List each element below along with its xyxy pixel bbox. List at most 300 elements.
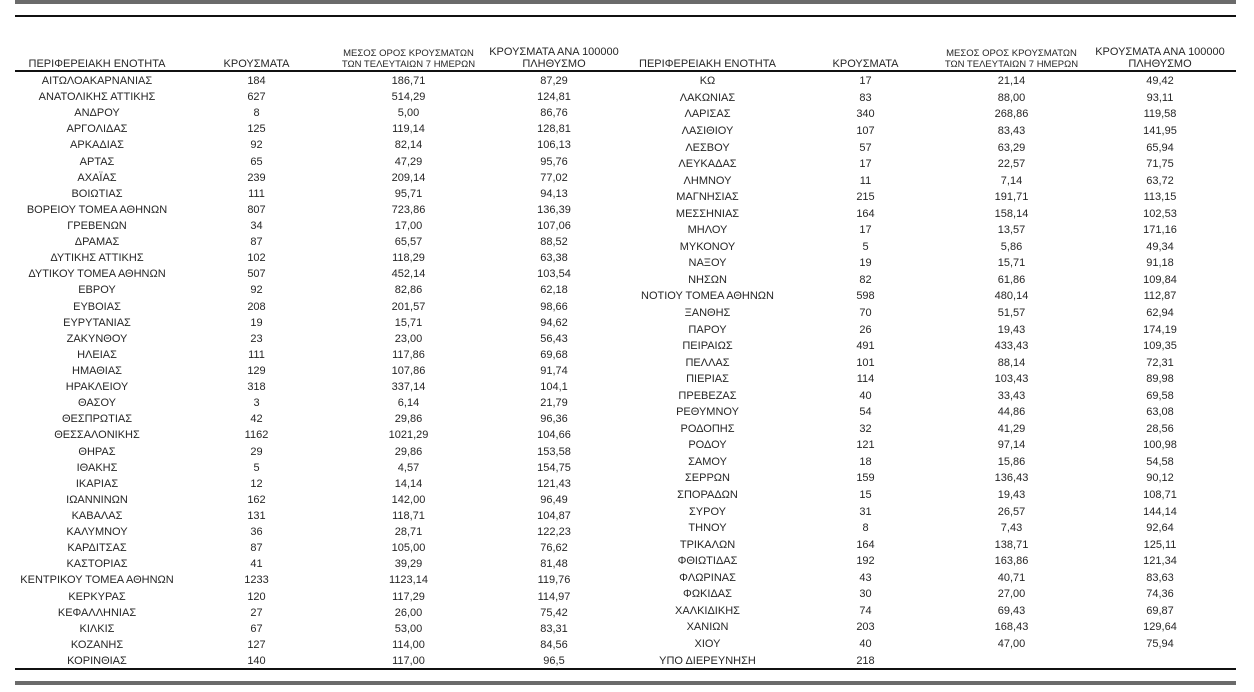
avg7-value-cell: 117,29 [392,590,425,603]
region-name-cell: ΕΒΡΟΥ [78,284,116,297]
per100k-value-cell: 125,11 [1143,538,1177,551]
column-header-per100k [483,36,625,73]
per100k-value-cell: 107,06 [537,219,571,232]
per100k-value-cell: 69,68 [540,348,568,361]
region-name-cell: ΛΑΚΩΝΙΑΣ [679,91,736,104]
cases-value-cell: 87 [250,542,263,555]
per100k-value-cell: 94,62 [540,316,568,329]
cases-value-cell: 120 [247,590,266,603]
avg7-value-cell: 29,86 [394,413,423,426]
region-name-cell: ΜΑΓΝΗΣΙΑΣ [676,191,739,204]
cases-value-cell: 18 [859,455,872,468]
cases-value-cell: 65 [250,155,263,168]
per100k-value-cell: 89,98 [1146,373,1174,386]
region-name-cell: ΔΥΤΙΚΗΣ ΑΤΤΙΚΗΣ [50,252,144,265]
per100k-value-cell: 122,23 [537,526,571,539]
column-header-cases-label: ΚΡΟΥΣΜΑΤΑ [223,57,290,70]
region-name-cell: ΘΑΣΟΥ [77,397,117,410]
per100k-value-cell: 154,75 [537,461,571,474]
avg7-value-cell: 5,00 [397,107,420,120]
column-header-avg7-line1: ΜΕΣΟΣ ΟΡΟΣ ΚΡΟΥΣΜΑΤΩΝ [343,48,474,59]
avg7-value-cell: 117,86 [392,348,425,361]
per100k-value-cell: 171,16 [1143,224,1177,237]
avg7-value-cell: 47,29 [394,155,423,168]
per100k-value-cell: 91,74 [540,364,568,377]
avg7-value-cell: 61,86 [997,273,1026,286]
column-header-avg7-line2: ΤΩΝ ΤΕΛΕΥΤΑΙΩΝ 7 ΗΜΕΡΩΝ [341,59,476,70]
region-name-cell: ΚΑΒΑΛΑΣ [71,509,123,522]
cases-value-cell: 164 [856,538,875,551]
region-name-cell: ΞΑΝΘΗΣ [684,307,731,320]
per100k-value-cell: 153,58 [537,445,571,458]
avg7-value-cell: 723,86 [391,203,426,216]
region-name-cell: ΧΑΛΚΙΔΙΚΗΣ [675,604,740,617]
region-name-cell: ΙΩΑΝΝΙΝΩΝ [66,493,128,506]
per100k-value-cell: 49,34 [1146,240,1174,253]
avg7-value-cell: 23,00 [394,332,423,345]
avg7-value-cell: 337,14 [391,381,426,394]
region-name-cell: ΒΟΡΕΙΟΥ ΤΟΜΕΑ ΑΘΗΝΩΝ [26,203,168,216]
avg7-value-cell: 15,71 [997,257,1026,270]
region-name-cell: ΔΡΑΜΑΣ [74,236,120,249]
avg7-value-cell: 105,00 [391,542,426,555]
per100k-value-cell: 56,43 [540,332,568,345]
cases-value-cell: 40 [859,637,872,650]
per100k-value-cell: 54,58 [1146,455,1174,468]
region-name-cell: ΝΟΤΙΟΥ ΤΟΜΕΑ ΑΘΗΝΩΝ [641,290,774,303]
per100k-value-cell: 96,36 [540,413,568,426]
region-name-cell: ΦΛΩΡΙΝΑΣ [679,571,736,584]
avg7-value-cell: 163,86 [994,555,1029,568]
per100k-value-cell: 113,15 [1143,191,1177,204]
region-name-cell: ΠΕΛΛΑΣ [685,356,730,369]
avg7-value-cell: 21,14 [997,75,1026,88]
per100k-value-cell: 21,79 [540,397,568,410]
per100k-value-cell: 76,62 [540,542,568,555]
avg7-value-cell: 83,43 [997,125,1026,138]
per100k-value-cell: 81,48 [540,558,568,571]
region-name-cell: ΚΟΡΙΝΘΙΑΣ [67,654,127,667]
region-name-cell: ΡΕΘΥΜΝΟΥ [676,406,739,419]
region-name-cell: ΑΡΚΑΔΙΑΣ [70,139,124,152]
region-name-cell: ΦΩΚΙΔΑΣ [683,588,732,601]
per100k-value-cell [1082,653,1238,669]
avg7-value-cell: 136,43 [994,472,1029,485]
column-header-avg7-line1: ΜΕΣΟΣ ΟΡΟΣ ΚΡΟΥΣΜΑΤΩΝ [946,48,1077,59]
per100k-value-cell: 129,64 [1143,621,1177,634]
per100k-value-cell: 77,02 [540,171,568,184]
avg7-value-cell: 26,00 [394,606,423,619]
per100k-value-cell: 94,13 [540,187,568,200]
per100k-value-cell: 109,84 [1143,273,1177,286]
avg7-value-cell: 88,00 [997,91,1026,104]
avg7-value-cell: 39,29 [394,558,423,571]
per100k-value-cell: 141,95 [1143,125,1177,138]
per100k-value-cell: 119,76 [537,574,571,587]
cases-value-cell: 19 [859,257,872,270]
per100k-value-cell: 144,14 [1143,505,1177,518]
avg7-value-cell: 7,43 [1000,522,1023,535]
cases-value-cell: 11 [859,174,872,187]
avg7-value-cell: 44,86 [997,406,1026,419]
cases-value-cell: 29 [250,445,263,458]
region-name-cell: ΜΥΚΟΝΟΥ [679,240,736,253]
top-heavy-rule [15,0,1236,4]
per100k-value-cell: 98,66 [540,300,568,313]
per100k-value-cell: 102,53 [1143,207,1177,220]
per100k-value-cell: 95,76 [540,155,568,168]
avg7-value-cell: 82,14 [394,139,423,152]
column-header-cases [179,36,334,73]
avg7-value-cell: 1123,14 [389,574,428,587]
avg7-value-cell: 19,43 [997,323,1026,336]
avg7-value-cell: 168,43 [994,621,1029,634]
table-left-half [15,36,625,669]
per100k-value-cell: 109,35 [1143,340,1177,353]
cases-value-cell: 40 [859,389,872,402]
per100k-value-cell: 63,08 [1146,406,1174,419]
avg7-value-cell [941,653,1082,669]
region-name-cell: ΗΜΑΘΙΑΣ [72,364,122,377]
region-name-cell: ΒΟΙΩΤΙΑΣ [71,187,123,200]
column-header-avg7 [334,36,483,73]
region-name-cell: ΜΕΣΣΗΝΙΑΣ [675,207,740,220]
avg7-value-cell: 65,57 [394,236,423,249]
cases-value-cell: 1162 [244,429,269,442]
avg7-value-cell: 6,14 [397,397,420,410]
region-name-cell: ΗΛΕΙΑΣ [77,348,117,361]
avg7-value-cell: 28,71 [394,526,423,539]
region-name-cell: ΑΙΤΩΛΟΑΚΑΡΝΑΝΙΑΣ [41,75,153,87]
avg7-value-cell: 63,29 [997,141,1026,154]
region-name-cell: ΕΥΒΟΙΑΣ [73,300,121,313]
column-header-avg7-line2: ΤΩΝ ΤΕΛΕΥΤΑΙΩΝ 7 ΗΜΕΡΩΝ [944,59,1079,70]
cases-value-cell: 5 [253,461,260,474]
column-header-per100k-line2: ΠΛΗΘΥΣΜΟ [1128,57,1192,70]
column-header-region-label: ΠΕΡΙΦΕΡΕΙΑΚΗ ΕΝΟΤΗΤΑ [28,57,166,70]
region-name-cell: ΚΕΦΑΛΛΗΝΙΑΣ [57,606,137,619]
avg7-value-cell: 15,71 [394,316,423,329]
cases-value-cell: 92 [250,139,263,152]
cases-value-cell: 318 [247,381,266,394]
cases-value-cell: 43 [859,571,872,584]
region-name-cell: ΘΕΣΣΑΛΟΝΙΚΗΣ [54,429,140,442]
column-header-per100k-line1: ΚΡΟΥΣΜΑΤΑ ΑΝΑ 100000 [489,46,619,58]
bottom-heavy-rule [15,681,1236,685]
cases-value-cell: 807 [247,203,266,216]
region-name-cell: ΛΕΥΚΑΔΑΣ [678,158,737,171]
region-name-cell: ΚΩ [699,75,716,88]
cases-value-cell: 32 [859,422,872,435]
region-name-cell: ΣΕΡΡΩΝ [685,472,730,485]
avg7-value-cell: 138,71 [994,538,1029,551]
avg7-value-cell: 514,29 [391,91,426,104]
cases-value-cell: 30 [859,588,872,601]
region-name-cell: ΚΟΖΑΝΗΣ [70,638,124,651]
cases-value-cell: 1233 [244,574,269,587]
per100k-value-cell: 103,54 [537,268,571,281]
column-header-region-label: ΠΕΡΙΦΕΡΕΙΑΚΗ ΕΝΟΤΗΤΑ [639,57,776,70]
avg7-value-cell: 119,14 [392,123,425,136]
per100k-value-cell: 124,81 [537,91,571,104]
avg7-value-cell: 97,14 [997,439,1026,452]
column-header-per100k [1082,36,1238,73]
avg7-value-cell: 117,00 [392,654,425,667]
per100k-value-cell: 90,12 [1146,472,1174,485]
region-name-cell: ΑΡΤΑΣ [79,155,115,168]
region-name-cell: ΑΝΔΡΟΥ [74,107,120,120]
avg7-value-cell: 201,57 [391,300,426,313]
cases-value-cell: 87 [250,236,263,249]
avg7-value-cell: 107,86 [391,364,426,377]
per100k-value-cell: 83,63 [1146,571,1174,584]
per100k-value-cell: 93,11 [1146,91,1174,104]
cases-value-cell: 159 [856,472,875,485]
region-name-cell: ΣΑΜΟΥ [688,455,727,468]
region-name-cell: ΥΠΟ ΔΙΕΡΕΥΝΗΣΗ [659,654,756,667]
region-name-cell: ΜΗΛΟΥ [687,224,728,237]
avg7-value-cell: 142,00 [391,493,426,506]
cases-value-cell: 627 [247,91,266,104]
region-name-cell: ΠΙΕΡΙΑΣ [686,373,729,386]
cases-value-cell: 164 [856,207,875,220]
cases-value-cell: 17 [859,158,872,171]
cases-value-cell: 131 [247,509,266,522]
cases-value-cell: 215 [856,191,875,204]
cases-value-cell: 70 [859,307,872,320]
per100k-value-cell: 62,18 [540,284,568,297]
avg7-value-cell: 7,14 [1000,174,1023,187]
cases-value-cell: 239 [247,171,266,184]
cases-value-cell: 129 [247,364,266,377]
table-right-half [625,36,1238,669]
cases-value-cell: 101 [856,356,875,369]
avg7-value-cell: 88,14 [997,356,1026,369]
per100k-value-cell: 75,94 [1146,637,1174,650]
per100k-value-cell: 65,94 [1146,141,1174,154]
region-name-cell: ΕΥΡΥΤΑΝΙΑΣ [63,316,131,329]
cases-value-cell: 23 [250,332,263,345]
per100k-value-cell: 119,58 [1143,108,1177,121]
per100k-value-cell: 96,5 [543,654,565,667]
per100k-value-cell: 74,36 [1146,588,1174,601]
cases-value-cell: 17 [859,75,872,88]
avg7-value-cell: 433,43 [994,340,1029,353]
avg7-value-cell: 118,71 [392,509,425,522]
column-header-avg7 [941,36,1082,73]
region-name-cell: ΡΟΔΟΥ [688,439,727,452]
region-name-cell: ΤΗΝΟΥ [688,522,727,535]
avg7-value-cell: 17,00 [394,219,423,232]
cases-value-cell: 8 [253,107,260,120]
avg7-value-cell: 158,14 [994,207,1029,220]
cases-value-cell: 74 [859,604,872,617]
per100k-value-cell: 121,34 [1143,555,1177,568]
avg7-value-cell: 19,43 [997,489,1026,502]
region-name-cell: ΡΟΔΟΠΗΣ [680,422,735,435]
cases-value-cell: 114 [856,373,875,386]
region-name-cell: ΔΥΤΙΚΟΥ ΤΟΜΕΑ ΑΘΗΝΩΝ [28,268,166,281]
avg7-value-cell: 33,43 [997,389,1026,402]
per100k-value-cell: 112,87 [1143,290,1177,303]
region-name-cell: ΧΙΟΥ [694,637,721,650]
per100k-value-cell: 100,98 [1143,439,1177,452]
region-name-cell: ΧΑΝΙΩΝ [686,621,729,634]
cases-value-cell: 57 [859,141,872,154]
region-name-cell: ΛΕΣΒΟΥ [685,141,730,154]
avg7-value-cell: 114,00 [392,638,425,651]
avg7-value-cell: 4,57 [397,461,420,474]
region-name-cell: ΝΑΞΟΥ [688,257,727,270]
per100k-value-cell: 128,81 [537,123,571,136]
cases-value-cell: 111 [248,348,265,361]
per100k-value-cell: 114,97 [537,590,571,603]
per100k-value-cell: 72,31 [1146,356,1174,369]
avg7-value-cell: 480,14 [994,290,1029,303]
avg7-value-cell: 118,29 [392,252,425,265]
cases-value-cell: 19 [250,316,263,329]
column-header-cases [790,36,941,73]
region-name-cell: ΘΕΣΠΡΩΤΙΑΣ [61,413,133,426]
region-name-cell: ΝΗΣΩΝ [688,273,727,286]
avg7-value-cell: 40,71 [997,571,1026,584]
region-name-cell: ΑΡΓΟΛΙΔΑΣ [66,123,128,136]
cases-value-cell: 107 [856,125,875,138]
cases-value-cell: 184 [247,75,266,87]
cases-value-cell: 598 [856,290,875,303]
region-name-cell: ΚΕΡΚΥΡΑΣ [68,590,126,603]
cases-value-cell: 83 [859,91,872,104]
region-name-cell: ΦΘΙΩΤΙΔΑΣ [677,555,738,568]
cases-value-cell: 82 [859,273,872,286]
per100k-value-cell: 86,76 [540,107,568,120]
avg7-value-cell: 15,86 [997,455,1026,468]
region-name-cell: ΑΝΑΤΟΛΙΚΗΣ ΑΤΤΙΚΗΣ [38,91,156,104]
column-header-region [625,36,790,73]
per100k-value-cell: 84,56 [540,638,568,651]
avg7-value-cell: 27,00 [997,588,1026,601]
cases-value-cell: 41 [250,558,263,571]
region-name-cell: ΘΗΡΑΣ [78,445,116,458]
cases-value-cell: 127 [247,638,266,651]
cases-value-cell: 192 [856,555,875,568]
per100k-value-cell: 69,58 [1146,389,1174,402]
avg7-value-cell: 53,00 [394,622,423,635]
cases-value-cell: 111 [248,187,265,200]
region-name-cell: ΠΡΕΒΕΖΑΣ [678,389,737,402]
cases-value-cell: 3 [253,397,260,410]
region-name-cell: ΣΥΡΟΥ [688,505,726,518]
column-header-region [15,36,179,73]
region-name-cell: ΚΕΝΤΡΙΚΟΥ ΤΟΜΕΑ ΑΘΗΝΩΝ [20,574,174,587]
per100k-value-cell: 136,39 [537,203,571,216]
per100k-value-cell: 87,29 [540,75,568,87]
per100k-value-cell: 88,52 [540,236,568,249]
cases-value-cell: 208 [247,300,266,313]
cases-value-cell: 340 [856,108,875,121]
column-header-per100k-line1: ΚΡΟΥΣΜΑΤΑ ΑΝΑ 100000 [1095,46,1225,58]
region-name-cell: ΤΡΙΚΑΛΩΝ [679,538,736,551]
avg7-value-cell: 191,71 [994,191,1029,204]
per100k-value-cell: 75,42 [540,606,568,619]
per100k-value-cell: 49,42 [1146,75,1174,88]
avg7-value-cell: 22,57 [997,158,1026,171]
per100k-value-cell: 104,87 [537,509,571,522]
cases-value-cell: 12 [250,477,263,490]
per100k-value-cell: 121,43 [537,477,571,490]
avg7-value-cell: 5,86 [1000,240,1023,253]
avg7-value-cell: 41,29 [997,422,1026,435]
cases-value-cell: 507 [247,268,266,281]
per100k-value-cell: 71,75 [1146,158,1174,171]
per100k-value-cell: 91,18 [1146,257,1174,270]
bottom-thin-rule [15,668,1236,670]
cases-value-cell: 162 [247,493,266,506]
region-name-cell: ΖΑΚΥΝΘΟΥ [66,332,128,345]
cases-value-cell: 8 [862,522,869,535]
cases-value-cell: 218 [856,654,875,667]
cases-value-cell: 203 [856,621,875,634]
per100k-value-cell: 104,1 [540,381,568,394]
avg7-value-cell: 51,57 [997,307,1026,320]
avg7-value-cell: 452,14 [391,268,426,281]
avg7-value-cell: 29,86 [394,445,423,458]
cases-value-cell: 31 [859,505,872,518]
cases-value-cell: 491 [856,340,875,353]
per100k-value-cell: 174,19 [1143,323,1177,336]
avg7-value-cell: 69,43 [997,604,1026,617]
cases-value-cell: 34 [250,219,263,232]
per100k-value-cell: 63,72 [1146,174,1174,187]
cases-value-cell: 15 [859,489,872,502]
per100k-value-cell: 28,56 [1146,422,1174,435]
region-name-cell: ΛΑΡΙΣΑΣ [684,108,731,121]
per100k-value-cell: 104,66 [537,429,571,442]
column-header-cases-label: ΚΡΟΥΣΜΑΤΑ [832,57,899,70]
region-name-cell: ΣΠΟΡΑΔΩΝ [677,489,738,502]
cases-value-cell: 54 [859,406,872,419]
region-name-cell: ΠΑΡΟΥ [688,323,727,336]
region-name-cell: ΓΡΕΒΕΝΩΝ [67,219,127,232]
region-name-cell: ΚΑΣΤΟΡΙΑΣ [66,558,128,571]
region-name-cell: ΛΗΜΝΟΥ [683,174,732,187]
avg7-value-cell: 13,57 [997,224,1026,237]
avg7-value-cell: 1021,29 [388,429,429,442]
header-underline-rule [15,70,1236,72]
cases-value-cell: 17 [859,224,872,237]
column-header-per100k-line2: ΠΛΗΘΥΣΜΟ [522,57,586,70]
avg7-value-cell: 26,57 [997,505,1026,518]
avg7-value-cell: 95,71 [394,187,423,200]
region-name-cell: ΚΑΛΥΜΝΟΥ [66,526,128,539]
per100k-value-cell: 63,38 [540,252,568,265]
region-name-cell: ΚΙΛΚΙΣ [79,622,115,635]
avg7-value-cell: 186,71 [391,75,426,87]
region-name-cell: ΑΧΑΪΑΣ [77,171,117,184]
cases-value-cell: 67 [250,622,263,635]
per100k-value-cell: 83,31 [540,622,568,635]
top-thin-rule [15,15,1236,17]
avg7-value-cell: 103,43 [994,373,1029,386]
per100k-value-cell: 92,64 [1146,522,1174,535]
region-name-cell: ΙΚΑΡΙΑΣ [75,477,119,490]
region-name-cell: ΠΕΙΡΑΙΩΣ [682,340,733,353]
per100k-value-cell: 108,71 [1143,489,1177,502]
cases-value-cell: 140 [247,654,266,667]
cases-value-cell: 36 [250,526,263,539]
cases-value-cell: 102 [247,252,266,265]
cases-value-cell: 27 [250,606,263,619]
